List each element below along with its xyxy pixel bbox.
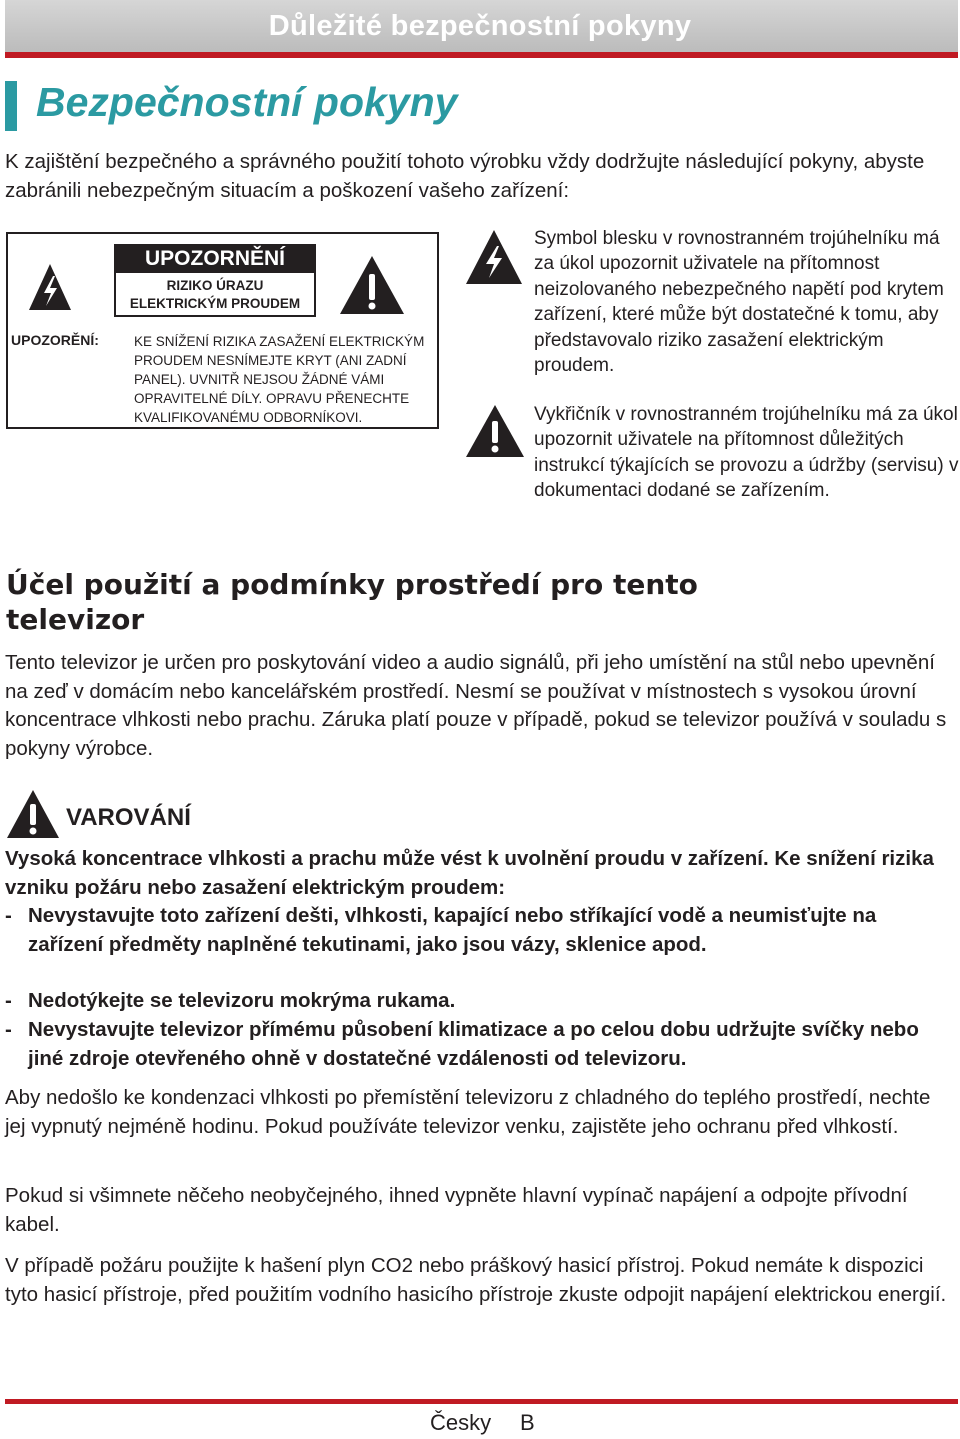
warning-bullet-text: Nevystavujte toto zařízení dešti, vlhkosti, kapající nebo stříkající vodě a neumisťujte na zařízení předměty naplněné tekutinami, jako jsou vázy, sklenice apod. [28,904,877,956]
lightning-symbol-note: Symbol blesku v rovnostranném trojúhelníku má za úkol upozornit uživatele na přítomnost neizolovaného nebezpečného napětí pod krytem zařízení, které může být dostatečné k tomu, aby představovalo riziko zasažení elektrickým proudem. [534,228,944,377]
warning-triangle-icon [5,788,61,840]
page-title: Bezpečnostní pokyny [36,79,458,125]
warning-lead: Vysoká koncentrace vlhkosti a prachu může vést k uvolnění proudu v zařízení. Ke snížení rizika vzniku požáru nebo zasažení elektrickým proudem: [5,847,934,899]
exclamation-triangle-icon [464,403,526,459]
caution-subheader-line2: ELEKTRICKÝM PROUDEM [129,296,301,311]
caution-subheader-line1: RIZIKO ÚRAZU [166,278,264,293]
caution-text: KE SNÍŽENÍ RIZIKA ZASAŽENÍ ELEKTRICKÝM PROUDEM NESNÍMEJTE KRYT (ANI ZADNÍ PANEL). UVNITŘ NEJSOU ŽÁDNÉ VÁMI OPRAVITELNÉ DÍLY. OPRAVU PŘENECHTE KVALIFIKOVANÉMU ODBORNÍKOVI. [134,334,425,425]
paragraph-condensation: Aby nedošlo ke kondenzaci vlhkosti po přemístění televizoru z chladného do teplého prostředí, nechte jej vypnutý nejméně hodinu. Pokud používáte televizor venku, zajistěte jeho ochranu před vlhkostí. [5,1086,931,1138]
paragraph-fire: V případě požáru použijte k hašení plyn CO2 nebo práškový hasicí přístroj. Pokud nemáte k dispozici tyto hasicí přístroje, před použitím vodního hasicího přístroje zkuste odpojit napájení elektrickou energií. [5,1254,947,1306]
caution-header: UPOZORNĚNÍ [114,244,316,273]
lightning-bolt-triangle-icon [464,228,524,286]
bullet-dash: - [5,989,12,1012]
warning-bullet-text: Nevystavujte televizor přímému působení klimatizace a po celou dobu udržujte svíčky nebo jiné zdroje otevřeného ohně v dostatečné vzdálenosti od televizoru. [28,1018,919,1070]
header-title: Důležité bezpečnostní pokyny [268,10,692,42]
warning-label: VAROVÁNÍ [66,804,191,831]
footer-line [5,1399,958,1404]
section-heading: Účel použití a podmínky prostředí pro tento televizor [6,568,698,636]
section-text: Tento televizor je určen pro poskytování video a audio signálů, při jeho umístění na stůl nebo upevnění na zeď v domácím nebo kancelářském prostředí. Nesmí se používat v místnostech s vysokou úrovní koncentrace vlhkosti nebo prachu. Záruka platí pouze v případě, pokud se televizor používá v souladu s pokyny výrobce. [5,651,947,760]
header-accent-line [5,52,958,58]
caution-label: UPOZORĚNÍ: [11,332,99,348]
warning-bullet [5,987,950,1016]
exclamation-symbol-note: Vykřičník v rovnostranném trojúhelníku má za úkol upozornit uživatele na přítomnost důležitých instrukcí týkajících se provozu a údržby (servisu) v dokumentaci dodané se zařízením. [534,404,959,502]
page-number: B [520,1410,535,1435]
warning-bullet-text: Nedotýkejte se televizoru mokrýma rukama. [28,989,456,1012]
warning-bullet [5,902,950,959]
footer-language: Česky [430,1410,492,1435]
bullet-dash: - [5,904,12,927]
exclamation-triangle-icon [338,254,406,316]
warning-bullet [5,1016,950,1073]
lightning-bolt-square-icon [28,262,72,312]
intro-text: K zajištění bezpečného a správného použití tohoto výrobku vždy dodržujte následující pokyny, abyste zabránili nebezpečným situacím a poškození vašeho zařízení: [5,150,925,202]
bullet-dash: - [5,1018,12,1041]
title-accent-bar [5,81,17,131]
caution-subheader [114,277,316,313]
paragraph-unusual: Pokud si všimnete něčeho neobyčejného, ihned vypněte hlavní vypínač napájení a odpojte přívodní kabel. [5,1184,908,1236]
